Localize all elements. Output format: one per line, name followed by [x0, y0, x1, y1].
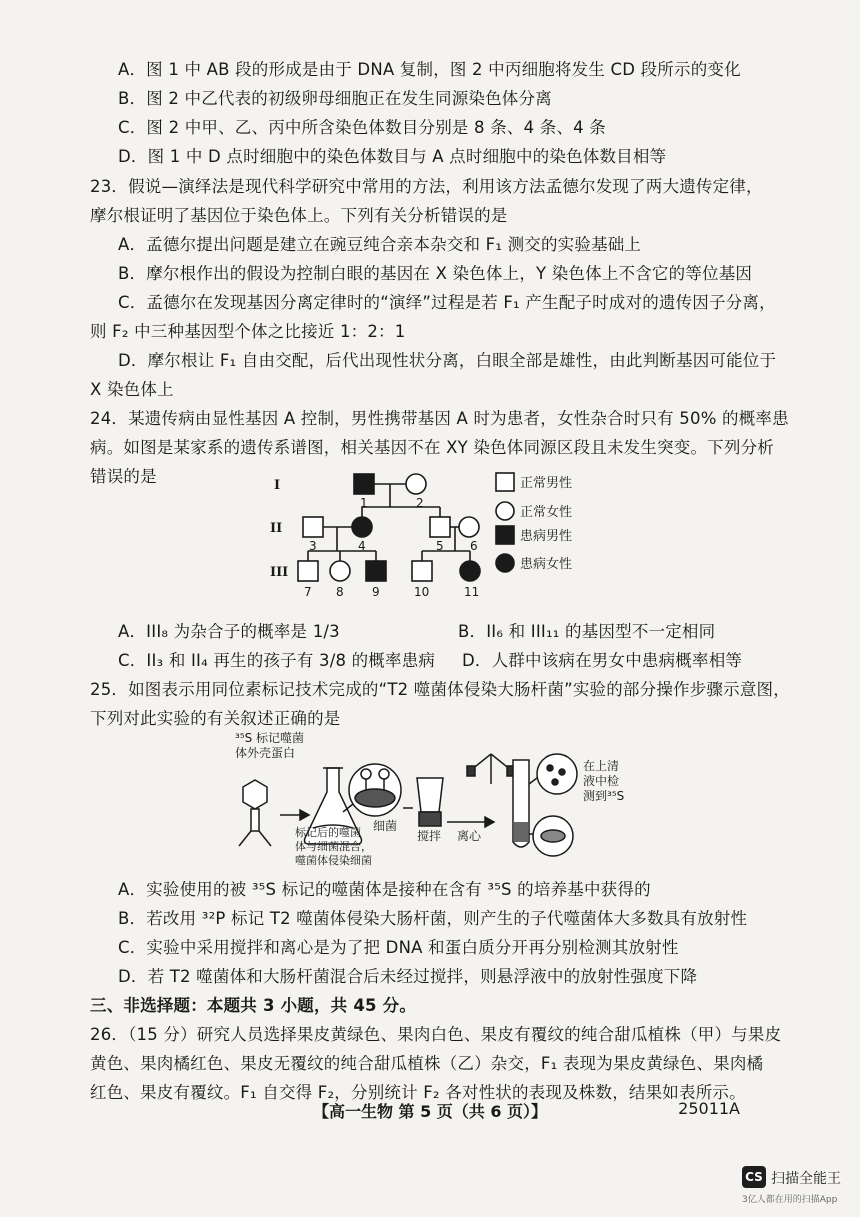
- pedigree-III9-affected-male: [366, 561, 386, 581]
- q24-option-c: C．II₃ 和 II₄ 再生的孩子有 3/8 的概率患病: [118, 651, 436, 670]
- pedigree-label-2: 2: [416, 496, 424, 510]
- pedigree-label-6: 6: [470, 539, 478, 553]
- pedigree-chart: [270, 465, 610, 610]
- test-tube-icon: [513, 760, 529, 847]
- q23-option-d-line2: X 染色体上: [90, 380, 174, 399]
- supernatant-zoom-icon: [537, 754, 577, 794]
- blender-icon: [417, 778, 443, 826]
- pedigree-I2-normal-female: [406, 474, 426, 494]
- pedigree-gen-II: II: [270, 521, 283, 536]
- phage-label-line2: 体外壳蛋白: [235, 746, 296, 760]
- legend-normal-male-icon: [496, 473, 514, 491]
- centrifuge-label: 离心: [457, 829, 482, 843]
- result-label-line2: 液中检: [583, 774, 620, 788]
- pedigree-label-4: 4: [358, 539, 366, 553]
- pedigree-label-1: 1: [360, 496, 368, 510]
- q26-line1: 26．（15 分）研究人员选择果皮黄绿色、果肉白色、果皮有覆纹的纯合甜瓜植株（甲）与果皮: [90, 1025, 782, 1044]
- q25-option-a: A．实验使用的被 ³⁵S 标记的噬菌体是接种在含有 ³⁵S 的培养基中获得的: [118, 880, 651, 899]
- q23-option-c-line1: C．孟德尔在发现基因分离定律时的“演绎”过程是若 F₁ 产生配子时成对的遗传因子分离，: [118, 293, 776, 312]
- mix-label-line3: 噬菌体侵染细菌: [295, 854, 372, 867]
- page-footer: 【高一生物 第 5 页（共 6 页）】: [312, 1102, 548, 1121]
- pedigree-I1-affected-male: [354, 474, 374, 494]
- q25-option-c: C．实验中采用搅拌和离心是为了把 DNA 和蛋白质分开再分别检测其放射性: [118, 938, 679, 957]
- q22-option-d: D．图 1 中 D 点时细胞中的染色体数目与 A 点时细胞中的染色体数目相等: [118, 147, 667, 166]
- q26-line2: 黄色、果肉橘红色、果皮无覆纹的纯合甜瓜植株（乙）杂交，F₁ 表现为果皮黄绿色、果肉橘: [90, 1054, 764, 1073]
- q22-option-a: A．图 1 中 AB 段的形成是由于 DNA 复制，图 2 中丙细胞将发生 CD 段所示的变化: [118, 60, 741, 79]
- pedigree-II4-affected-female: [352, 517, 372, 537]
- legend-affected-male-label: 患病男性: [520, 529, 573, 544]
- exam-code: 25011A: [678, 1099, 740, 1118]
- mix-label-line1: 标记后的噬菌: [295, 826, 361, 839]
- pedigree-III10-normal-male: [412, 561, 432, 581]
- pedigree-III8-normal-female: [330, 561, 350, 581]
- bacteria-label: 细菌: [373, 819, 398, 833]
- pedigree-gen-I: I: [274, 478, 281, 493]
- q25-option-d: D．若 T2 噬菌体和大肠杆菌混合后未经过搅拌，则悬浮液中的放射性强度下降: [118, 967, 698, 986]
- legend-normal-female-icon: [496, 502, 514, 520]
- section-3-heading: 三、非选择题：本题共 3 小题，共 45 分。: [90, 996, 417, 1015]
- pedigree-label-3: 3: [309, 539, 317, 553]
- legend-affected-male-icon: [496, 526, 514, 544]
- centrifuge-icon: [467, 754, 515, 784]
- scanner-tagline: 3亿人都在用的扫描App: [742, 1195, 838, 1205]
- stir-label: 搅拌: [417, 829, 442, 843]
- q23-stem-line2: 摩尔根证明了基因位于染色体上。下列有关分析错误的是: [90, 206, 508, 225]
- pedigree-II3-normal-male: [303, 517, 323, 537]
- pedigree-label-8: 8: [336, 585, 344, 599]
- pedigree-II5-normal-male: [430, 517, 450, 537]
- result-label-line1: 在上清: [583, 759, 620, 773]
- q24-option-d: D．人群中该病在男女中患病概率相等: [462, 651, 743, 670]
- pedigree-III11-affected-female: [460, 561, 480, 581]
- q23-stem-line1: 23．假说—演绎法是现代科学研究中常用的方法，利用该方法孟德尔发现了两大遗传定律，: [90, 177, 763, 196]
- q24-stem-line2: 病。如图是某家系的遗传系谱图，相关基因不在 XY 染色体同源区段且未发生突变。下列分析: [90, 438, 774, 457]
- mix-label-line2: 体与细菌混合，: [295, 840, 372, 853]
- pedigree-label-7: 7: [304, 585, 312, 599]
- phage-experiment-diagram: [225, 730, 645, 870]
- q24-option-a: A．III₈ 为杂合子的概率是 1/3: [118, 622, 340, 641]
- legend-normal-female-label: 正常女性: [520, 505, 573, 520]
- q25-option-b: B．若改用 ³²P 标记 T2 噬菌体侵染大肠杆菌，则产生的子代噬菌体大多数具有放射性: [118, 909, 748, 928]
- magnified-bacteria-icon: [343, 764, 401, 816]
- pedigree-label-5: 5: [436, 539, 444, 553]
- q23-option-d-line1: D．摩尔根让 F₁ 自由交配，后代出现性状分离，白眼全部是雄性，由此判断基因可能位于: [118, 351, 777, 370]
- phage-label-line1: ³⁵S 标记噬菌: [235, 731, 305, 745]
- pedigree-III7-normal-male: [298, 561, 318, 581]
- q24-stem-line3: 错误的是: [90, 467, 157, 486]
- q22-option-b: B．图 2 中乙代表的初级卵母细胞正在发生同源染色体分离: [118, 89, 552, 108]
- pedigree-gen-III: III: [270, 565, 289, 580]
- q26-line3: 红色、果皮有覆纹。F₁ 自交得 F₂，分别统计 F₂ 各对性状的表现及株数，结果如表所示。: [90, 1083, 746, 1102]
- q24-option-b: B．II₆ 和 III₁₁ 的基因型不一定相同: [458, 622, 716, 641]
- q23-option-c-line2: 则 F₂ 中三种基因型个体之比接近 1：2：1: [90, 322, 406, 341]
- q22-option-c: C．图 2 中甲、乙、丙中所含染色体数目分别是 8 条、4 条、4 条: [118, 118, 606, 137]
- q25-stem-line1: 25．如图表示用同位素标记技术完成的“T2 噬菌体侵染大肠杆菌”实验的部分操作步骤示意图，: [90, 680, 790, 699]
- q23-option-a: A．孟德尔提出问题是建立在豌豆纯合亲本杂交和 F₁ 测交的实验基础上: [118, 235, 642, 254]
- legend-normal-male-label: 正常男性: [520, 476, 573, 491]
- pedigree-label-11: 11: [464, 585, 480, 599]
- scanner-logo-icon: CS: [742, 1166, 766, 1188]
- q24-stem-line1: 24．某遗传病由显性基因 A 控制，男性携带基因 A 时为患者，女性杂合时只有 50% 的概率患: [90, 409, 789, 428]
- q25-stem-line2: 下列对此实验的有关叙述正确的是: [90, 709, 341, 728]
- scanner-app-name: 扫描全能王: [771, 1171, 841, 1187]
- pedigree-label-9: 9: [372, 585, 380, 599]
- q23-option-b: B．摩尔根作出的假设为控制白眼的基因在 X 染色体上，Y 染色体上不含它的等位基因: [118, 264, 753, 283]
- phage-icon: [239, 780, 271, 846]
- result-label-line3: 测到³⁵S: [583, 789, 625, 803]
- pedigree-label-10: 10: [414, 585, 430, 599]
- pedigree-II6-normal-female: [459, 517, 479, 537]
- legend-affected-female-label: 患病女性: [520, 557, 573, 572]
- legend-affected-female-icon: [496, 554, 514, 572]
